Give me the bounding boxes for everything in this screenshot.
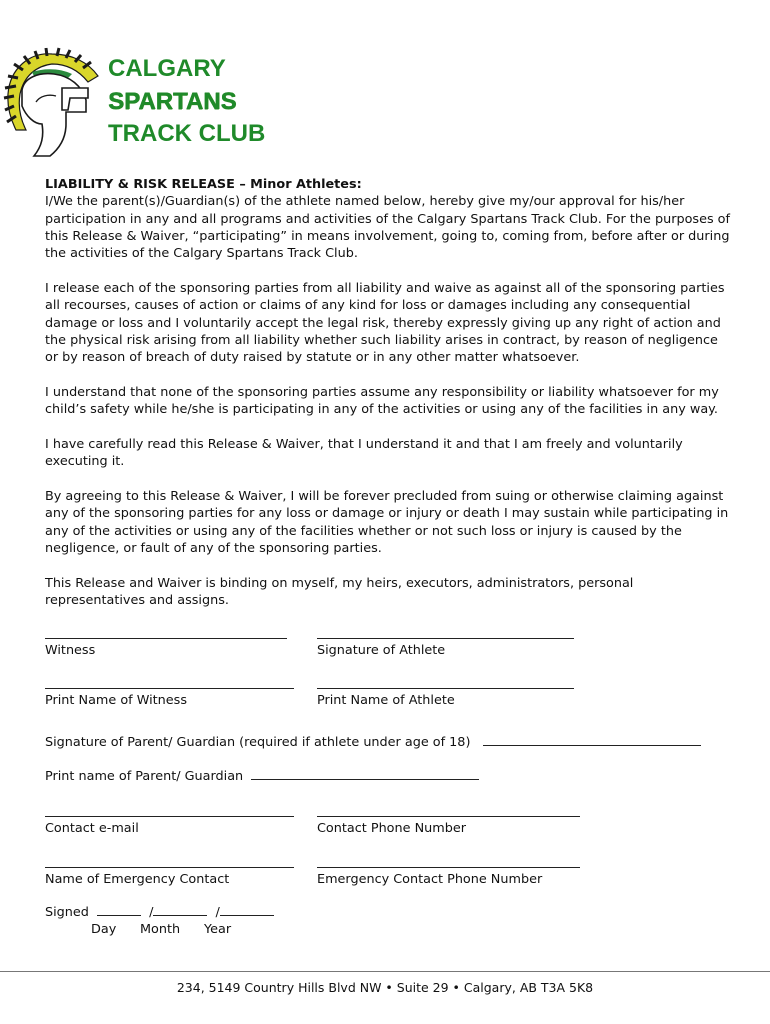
- parent-signature-row: [45, 734, 701, 751]
- signed-day-field[interactable]: [97, 904, 141, 916]
- paragraph-binding: This Release and Waiver is binding on myself, my heirs, executors, administrators, personal representatives and assigns.: [45, 576, 634, 609]
- witness-signature-line[interactable]: [45, 638, 287, 639]
- print-witness-label: Print Name of Witness: [45, 693, 187, 708]
- contact-phone-line[interactable]: [317, 816, 580, 817]
- club-name-spartans: SPARTANS: [108, 88, 237, 115]
- emergency-phone-label: Emergency Contact Phone Number: [317, 872, 543, 887]
- paragraph-preclusion: By agreeing to this Release & Waiver, I will be forever precluded from suing or otherwise claiming against any of the sponsoring parties for any loss or damage or injury or death I may sustain while participating in any of the activities or using any of the facilities whether or not such loss or injury is caused by the negligence, or fault of any of the sponsoring parties.: [45, 489, 729, 556]
- print-athlete-label: Print Name of Athlete: [317, 693, 455, 708]
- signed-row: [45, 904, 274, 921]
- witness-label: Witness: [45, 643, 96, 658]
- athlete-signature-label: Signature of Athlete: [317, 643, 446, 658]
- paragraph-acknowledge: I have carefully read this Release & Waiver, that I understand it and that I am freely and voluntarily executing it.: [45, 437, 683, 470]
- contact-phone-label: Contact Phone Number: [317, 821, 466, 836]
- parent-signature-field[interactable]: [483, 734, 701, 746]
- paragraph-approval: I/We the parent(s)/Guardian(s) of the athlete named below, hereby give my/our approval for his/her participation in any and all programs and activities of the Calgary Spartans Track Club. For the purposes of this Release & Waiver, “participating” in means involvement, going to, coming from, before after or during the activities of the Calgary Spartans Track Club.: [45, 194, 731, 262]
- month-label: Month: [140, 922, 181, 937]
- club-name-calgary: CALGARY: [108, 55, 226, 82]
- signed-label: Signed: [45, 905, 89, 920]
- footer-divider: [0, 971, 770, 972]
- year-label: Year: [204, 922, 232, 937]
- release-intro: [45, 176, 735, 262]
- club-name-track-club: TRACK CLUB: [108, 120, 266, 147]
- contact-email-line[interactable]: [45, 816, 294, 817]
- emergency-name-label: Name of Emergency Contact: [45, 872, 230, 887]
- parent-signature-label: Signature of Parent/ Guardian (required if athlete under age of 18): [45, 735, 471, 750]
- athlete-signature-line[interactable]: [317, 638, 574, 639]
- paragraph-responsibility: I understand that none of the sponsoring parties assume any responsibility or liability whatsoever for my child’s safety while he/she is participating in any of the activities or using any of the facilities in any way.: [45, 385, 719, 418]
- signed-month-field[interactable]: [153, 904, 207, 916]
- print-athlete-line[interactable]: [317, 688, 574, 689]
- emergency-name-line[interactable]: [45, 867, 294, 868]
- release-heading: LIABILITY & RISK RELEASE – Minor Athletes:: [45, 177, 362, 192]
- footer-address: 234, 5149 Country Hills Blvd NW • Suite 29 • Calgary, AB T3A 5K8: [176, 980, 594, 995]
- parent-print-field[interactable]: [251, 768, 479, 780]
- date-separator: /: [215, 905, 220, 920]
- helmet-icon: [22, 74, 86, 156]
- signed-year-field[interactable]: [220, 904, 274, 916]
- print-witness-line[interactable]: [45, 688, 294, 689]
- contact-email-label: Contact e-mail: [45, 821, 139, 836]
- emergency-phone-line[interactable]: [317, 867, 580, 868]
- parent-print-row: [45, 768, 479, 785]
- paragraph-release: I release each of the sponsoring parties from all liability and waive as against all of the sponsoring parties all recourses, causes of action or claims of any kind for loss or damages including any consequential damage or loss and I voluntarily accept the legal risk, thereby expressly giving up any right of action and the physical risk arising from all liability whether such liability arises in contract, by reason of negligence or by reason of breach of duty raised by statute or in any other matter whatsoever.: [45, 281, 725, 366]
- date-separator: /: [149, 905, 154, 920]
- parent-print-label: Print name of Parent/ Guardian: [45, 769, 244, 784]
- spartan-helmet-logo-icon: [2, 46, 102, 160]
- day-label: Day: [91, 922, 117, 937]
